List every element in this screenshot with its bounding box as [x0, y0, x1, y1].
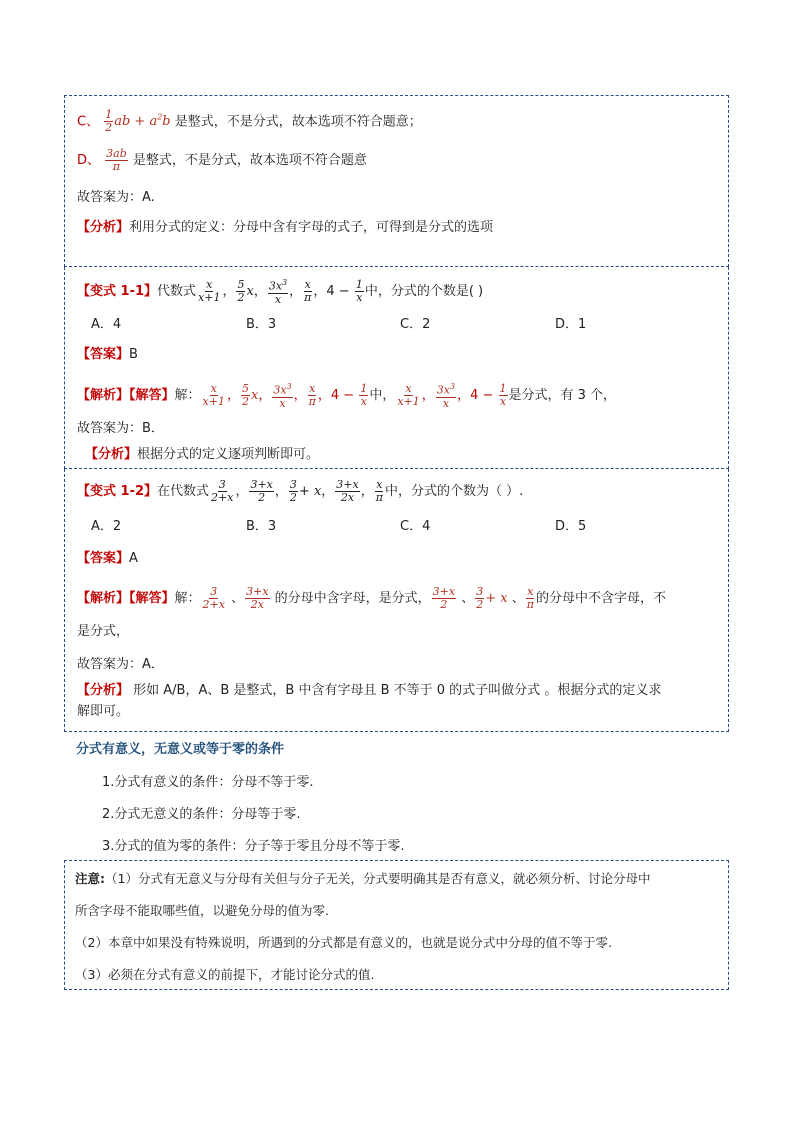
analysis-line-2: 解即可。 — [77, 704, 130, 719]
expr: $\frac{3}{2}$ — [289, 478, 297, 504]
expr: $\frac{x}{x+1}$ — [198, 277, 221, 304]
expr: $\frac{3+x}{2x}$ — [336, 478, 359, 504]
option-d: D．5 — [555, 519, 587, 534]
jiexi-suffix: 是分式，有 3 个， — [508, 387, 617, 403]
option-a: A．2 — [91, 519, 122, 534]
expr: $\frac{3}{2}$ — [476, 585, 484, 611]
stem-suffix: 中，分式的个数为（ ）. — [384, 484, 524, 499]
analysis-line — [77, 681, 720, 701]
jiexi-tag: 【解析】【解答】 — [77, 591, 175, 606]
option-c-line — [77, 108, 720, 134]
note-label: 注意: — [75, 871, 105, 886]
condition-item-2: 2.分式无意义的条件：分母等于零. — [102, 807, 301, 822]
option-d-line — [77, 148, 720, 173]
stem-prefix: 在代数式 — [157, 484, 210, 499]
analysis-text: 形如 A/B，A、B 是整式，B 中含有字母且 B 不等于 0 的式子叫做分式 。根据分式的定义求 — [129, 683, 662, 698]
variant-1-2-stem: 【变式 1-2】在代数式 $\frac{3}{2+x}$ ， $\frac{3+x}{2}$ ， $\frac{3}{2}$ + x， $\frac{3+x}{2x}$ ， $\frac{x}{\pi}$ 中，分式的个数为（ ）. — [77, 478, 524, 504]
analysis-tag: 【分析】 — [77, 220, 130, 235]
expr: $\frac{x}{\pi}$ — [375, 478, 383, 504]
option-c: C．4 — [400, 519, 431, 534]
jiexi-suffix: 的分母中不含字母，不 — [535, 591, 666, 606]
stem-suffix: 中，分式的个数是( ) — [364, 283, 484, 299]
jiexi-prefix: 解： — [174, 591, 201, 606]
jiexi-line: 【解析】【解答】解： $\frac{x}{x+1}$ ， $\frac{5}{2}$ x， $\frac{3x^3}{x}$ ， $\frac{x}{\pi}$ ，4 − $\frac{1}{x}$ 中， $\frac{x}{x+1}$ ， $\frac{3x^3}{x}$ ，4 − $\frac{1}{x}$ 是分式，有 3 个， — [77, 381, 617, 410]
variant-1-1-stem: 【变式 1-1】代数式 $\frac{x}{x+1}$ ， $\frac{5}{2}$ x， $\frac{3x^3}{x}$ ， $\frac{x}{\pi}$ ，4 − $\frac{1}{x}$ 中，分式的个数是( ) — [77, 277, 484, 306]
condition-item-3: 3.分式的值为零的条件：分子等于零且分母不等于零. — [102, 839, 405, 854]
expr: $\frac{5}{2}$ — [241, 381, 249, 408]
expr: $\frac{x}{x+1}$ — [202, 381, 225, 408]
answer-line — [77, 549, 720, 569]
expr: $\frac{3+x}{2x}$ — [246, 585, 269, 611]
expr: $\frac{1}{x}$ — [499, 381, 507, 408]
note-line-1b: 所含字母不能取哪些值，以避免分母的值为零. — [75, 903, 329, 918]
answer-tag: 【答案】 — [77, 347, 130, 362]
option-d-label: D、 — [77, 153, 101, 168]
analysis-tag: 【分析】 — [77, 683, 130, 698]
condition-item-1: 1.分式有意义的条件：分母不等于零. — [102, 775, 314, 790]
answer-value: A — [129, 551, 138, 566]
option-c-text: 是整式，不是分式，故本选项不符合题意； — [174, 114, 422, 130]
option-b: B．3 — [246, 317, 277, 332]
option-c: C．2 — [400, 317, 431, 332]
expr: $\frac{3+x}{2}$ — [432, 585, 456, 611]
jiexi-line-2: 是分式， — [77, 624, 130, 639]
fraction-3ab-pi: $\frac{3ab}{\pi}$ — [106, 147, 127, 173]
jiexi-prefix: 解： — [174, 387, 201, 403]
variant-1-1-block — [64, 267, 729, 469]
note-box — [64, 860, 729, 990]
option-d-text: 是整式，不是分式，故本选项不符合题意 — [132, 153, 367, 168]
section-heading: 分式有意义，无意义或等于零的条件 — [76, 742, 285, 757]
option-c-label: C、 — [77, 114, 100, 130]
variant-1-2-block — [64, 469, 729, 732]
fraction-half: $\frac{1}{2}$ — [105, 108, 113, 135]
jiexi-mid: 的分母中含字母，是分式， — [274, 591, 431, 606]
expr: $\frac{3x^3}{x}$ — [268, 278, 288, 306]
answer-value: B — [129, 347, 138, 362]
option-d: D．1 — [555, 317, 587, 332]
analysis-tag: 【分析】 — [85, 447, 138, 462]
answer-line — [77, 345, 720, 365]
expr: $\frac{x}{\pi}$ — [526, 585, 534, 611]
expr-ab-a2b: ab + $a^2b$ — [114, 113, 171, 130]
expr: $\frac{x}{\pi}$ — [308, 381, 316, 408]
analysis-line — [77, 218, 720, 238]
expr: $\frac{3}{2+x}$ — [202, 585, 225, 611]
option-b: B．3 — [246, 519, 277, 534]
note-line-3: （3）必须在分式有意义的前提下，才能讨论分式的值. — [75, 967, 375, 982]
solution-block-1 — [64, 95, 729, 267]
analysis-line — [85, 445, 720, 465]
stem-prefix: 代数式 — [157, 283, 197, 299]
note-text-1: （1）分式有无意义与分母有关但与分子无关，分式要明确其是否有意义，就必须分析、讨论分母中 — [105, 871, 651, 886]
expr: $\frac{3}{2+x}$ — [211, 478, 234, 504]
note-line-2: （2）本章中如果没有特殊说明，所遇到的分式都是有意义的，也就是说分式中分母的值不等于零. — [75, 935, 612, 950]
jiexi-line: 【解析】【解答】解： $\frac{3}{2+x}$ 、 $\frac{3+x}{2x}$ 的分母中含字母，是分式， $\frac{3+x}{2}$ 、 $\frac{3}{2}$ + x 、 $\frac{x}{\pi}$ 的分母中不含字母，不 — [77, 585, 666, 611]
final-answer: 故答案为：B． — [77, 421, 164, 436]
option-a: A．4 — [91, 317, 122, 332]
final-answer: 故答案为：A． — [77, 657, 164, 672]
variant-tag: 【变式 1-2】 — [77, 484, 158, 499]
analysis-text: 根据分式的定义逐项判断即可。 — [137, 447, 320, 462]
answer-line: 故答案为：A. — [77, 190, 155, 205]
expr: $\frac{1}{x}$ — [355, 277, 363, 304]
expr: $\frac{5}{2}$ — [237, 277, 245, 304]
jiexi-mid: 中， — [369, 387, 396, 403]
expr: $\frac{x}{\pi}$ — [304, 277, 312, 304]
note-line-1 — [75, 869, 650, 889]
analysis-text: 利用分式的定义：分母中含有字母的式子，可得到是分式的选项 — [129, 220, 494, 235]
expr: $\frac{3x^3}{x}$ — [273, 382, 292, 410]
expr: $\frac{3+x}{2}$ — [250, 478, 273, 504]
expr: $\frac{1}{x}$ — [360, 381, 368, 408]
answer-tag: 【答案】 — [77, 551, 130, 566]
expr: $\frac{x}{x+1}$ — [397, 381, 420, 408]
expr: $\frac{3x^3}{x}$ — [436, 382, 456, 410]
variant-tag: 【变式 1-1】 — [77, 283, 158, 299]
jiexi-tag: 【解析】【解答】 — [77, 387, 175, 403]
